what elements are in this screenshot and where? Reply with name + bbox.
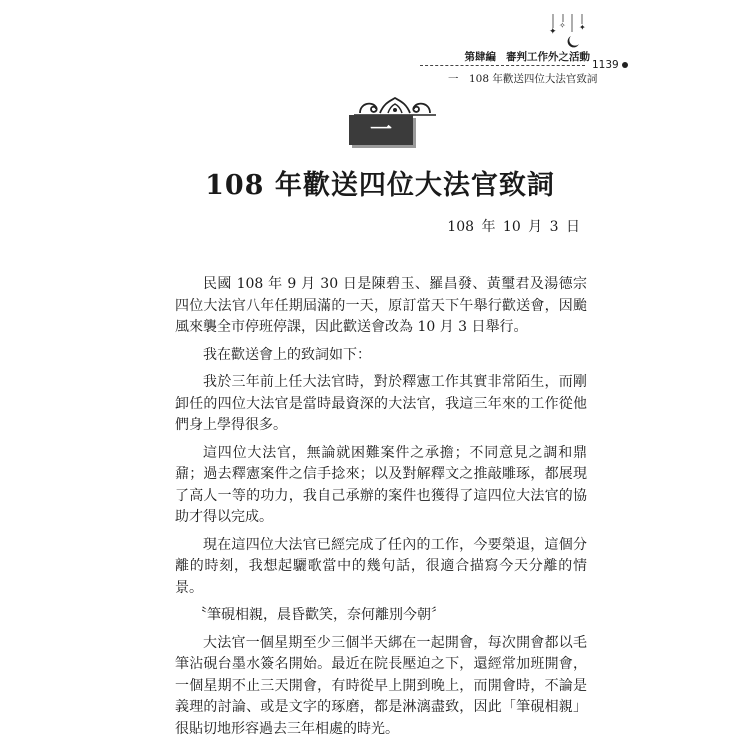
article-title: 108 年歡送四位大法官致詞 (205, 170, 555, 201)
part-label: 第肆編 (464, 51, 496, 63)
paragraph: 這四位大法官，無論就困難案件之承擔；不同意見之調和鼎鼐；過去釋憲案件之信手捻來；以及對解釋文之推敲雕琢，都展現了高人一等的功力，我自己承辦的案件也獲得了這四位大法官的協助才得以完成。 (175, 444, 587, 525)
paragraph: 民國 108 年 9 月 30 日是陳碧玉、羅昌發、黃璽君及湯德宗四位大法官八年任期屆滿的一天，原訂當天下午舉行歡送會，因颱風來襲全市停班停課，因此歡送會改為 10 月 3 日舉行。 (175, 276, 587, 335)
svg-text:✦: ✦ (579, 23, 586, 32)
article-body (175, 274, 587, 746)
chapter-number-badge: 一 (349, 115, 413, 145)
quoted-lyric: 〝筆硯相親，晨昏歡笑，奈何離別今朝〞 (193, 607, 445, 623)
paragraph: 我於三年前上任大法官時，對於釋憲工作其實非常陌生，而剛卸任的四位大法官是當時最資深的大法官，我這三年來的工作從他們身上學得很多。 (175, 374, 587, 433)
page-number-group (592, 59, 637, 73)
paragraph: 現在這四位大法官已經完成了任內的工作，今要榮退，這個分離的時刻，我想起驪歌當中的幾句話，很適合描寫今天分離的情景。 (175, 536, 587, 596)
article-date: 108 年 10 月 3 日 (447, 219, 580, 235)
running-header-part (430, 49, 590, 64)
paragraph: 我在歡送會上的致詞如下： (203, 346, 371, 363)
bullet-dot-icon (622, 62, 628, 68)
page-number: 1139 (592, 59, 619, 71)
svg-text:✦: ✦ (549, 27, 557, 37)
scroll-ornament-icon (352, 95, 438, 117)
section-title: 108 年歡送四位大法官致詞 (469, 73, 598, 85)
running-header-section (448, 71, 598, 86)
svg-text:✧: ✧ (559, 21, 566, 30)
moon-stars-decoration (545, 14, 590, 50)
header-divider (420, 65, 585, 66)
section-number: 一 (448, 73, 459, 85)
part-title: 審判工作外之活動 (506, 51, 590, 63)
paragraph: 大法官一個星期至少三個半天綁在一起開會，每次開會都以毛筆沾硯台墨水簽名開始。最近在院長壓迫之下，還經常加班開會，一個星期不止三天開會，有時從早上開到晚上，而開會時，不論是義理的討論、或是文字的琢磨，都是淋漓盡致，因此「筆硯相親」很貼切地形容過去三年相處的時光。 (175, 634, 587, 737)
